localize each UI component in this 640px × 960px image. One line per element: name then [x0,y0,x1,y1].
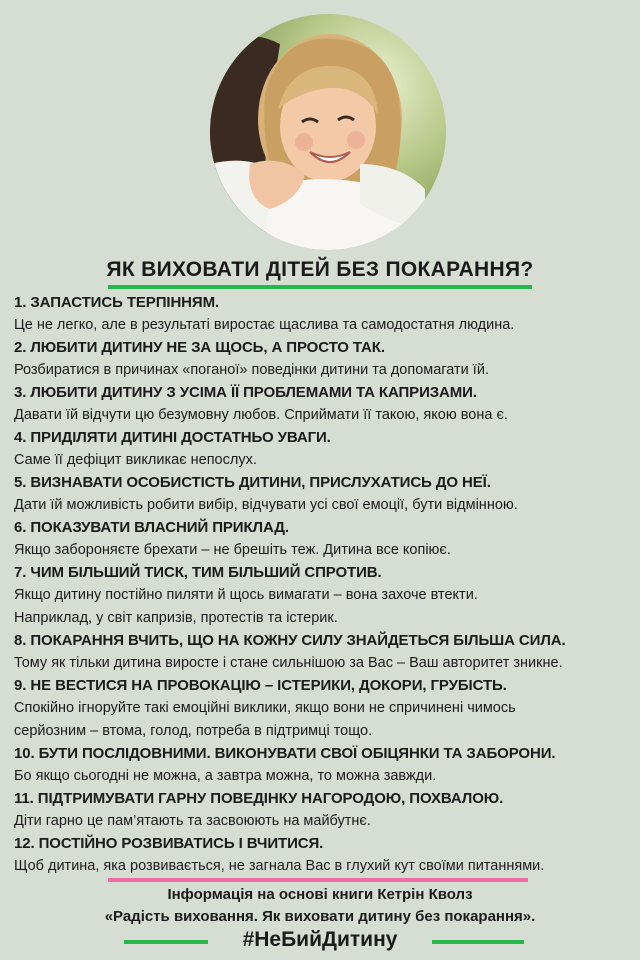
item-description [14,494,634,517]
item-description-line: Дати їй можливість робити вибір, відчувати усі свої емоції, бути відмінною. [14,497,518,513]
list-item [14,517,634,562]
item-description [14,765,634,788]
list-item [14,562,634,630]
list-item [14,743,634,788]
item-description [14,359,634,382]
item-description-line: Діти гарно це пам’ятають та засвоюють на майбутнє. [14,813,371,829]
tips-list [14,292,634,878]
list-item [14,427,634,472]
item-heading: 11. ПІДТРИМУВАТИ ГАРНУ ПОВЕДІНКУ НАГОРОДОЮ, ПОХВАЛОЮ. [14,790,504,807]
item-description [14,314,634,337]
item-heading: 3. ЛЮБИТИ ДИТИНУ З УСІМА ЇЇ ПРОБЛЕМАМИ ТА КАПРИЗАМИ. [14,384,477,401]
item-heading: 5. ВИЗНАВАТИ ОСОБИСТІСТЬ ДИТИНИ, ПРИСЛУХАТИСЬ ДО НЕЇ. [14,474,491,491]
item-description-line: Якщо забороняєте брехати – не брешіть теж. Дитина все копіює. [14,542,451,558]
list-item [14,833,634,878]
list-item [14,675,634,743]
item-heading: 2. ЛЮБИТИ ДИТИНУ НЕ ЗА ЩОСЬ, А ПРОСТО ТАК. [14,339,385,356]
hashtag[interactable]: #НеБийДитину [242,928,398,951]
list-item [14,292,634,337]
list-item [14,337,634,382]
list-item [14,382,634,427]
item-heading: 6. ПОКАЗУВАТИ ВЛАСНИЙ ПРИКЛАД. [14,519,289,536]
item-description-line: Бо якщо сьогодні не можна, а завтра можна, то можна завжди. [14,768,437,784]
footer-divider [108,878,528,882]
item-description-line: Розбиратися в причинах «поганої» поведінки дитини та допомагати їй. [14,362,489,378]
item-heading: 4. ПРИДІЛЯТИ ДИТИНІ ДОСТАТНЬО УВАГИ. [14,429,331,446]
child-hug-photo [210,14,446,250]
item-description-line: Спокійно ігноруйте такі емоційні виклики, якщо вони не спричинені чимось [14,700,516,716]
item-heading: 12. ПОСТІЙНО РОЗВИВАТИСЬ І ВЧИТИСЯ. [14,835,324,852]
list-item [14,788,634,833]
title-underline [108,285,532,289]
item-description [14,449,634,472]
list-item [14,472,634,517]
item-description-line: Щоб дитина, яка розвивається, не загнала Вас в глухий кут своїми питаннями. [14,858,545,874]
item-description-line: Давати їй відчути цю безумовну любов. Сприймати її такою, якою вона є. [14,407,508,423]
item-description [14,539,634,562]
item-description [14,855,634,878]
item-heading: 9. НЕ ВЕСТИСЯ НА ПРОВОКАЦІЮ – ІСТЕРИКИ, ДОКОРИ, ГРУБІСТЬ. [14,677,507,694]
item-description-line: Це не легко, але в результаті виростає щаслива та самодостатня людина. [14,317,515,333]
item-description [14,652,634,675]
item-description-line: Саме її дефіцит викликає непослух. [14,452,257,468]
hashtag-divider-right [432,940,524,944]
item-description [14,404,634,427]
item-description [14,584,634,630]
item-heading: 7. ЧИМ БІЛЬШИЙ ТИСК, ТИМ БІЛЬШИЙ СПРОТИВ. [14,564,382,581]
source-book-title: «Радість виховання. Як виховати дитину без покарання». [104,908,536,925]
item-description [14,810,634,833]
item-description-line: Наприклад, у світ капризів, протестів та істерик. [14,610,338,626]
list-item [14,630,634,675]
item-heading: 8. ПОКАРАННЯ ВЧИТЬ, ЩО НА КОЖНУ СИЛУ ЗНАЙДЕТЬСЯ БІЛЬША СИЛА. [14,632,566,649]
page-title: ЯК ВИХОВАТИ ДІТЕЙ БЕЗ ПОКАРАННЯ? [106,258,534,281]
item-description-line: серйозним – втома, голод, потреба в підтримці тощо. [14,723,373,739]
item-description-line: Тому як тільки дитина виросте і стане сильнішою за Вас – Ваш авторитет зникне. [14,655,563,671]
item-heading: 10. БУТИ ПОСЛІДОВНИМИ. ВИКОНУВАТИ СВОЇ ОБІЦЯНКИ ТА ЗАБОРОНИ. [14,745,556,762]
item-heading: 1. ЗАПАСТИСЬ ТЕРПІННЯМ. [14,294,220,311]
source-line: Інформація на основі книги Кетрін Кволз [167,886,473,903]
item-description [14,697,634,743]
item-description-line: Якщо дитину постійно пиляти й щось вимагати – вона захоче втекти. [14,587,478,603]
